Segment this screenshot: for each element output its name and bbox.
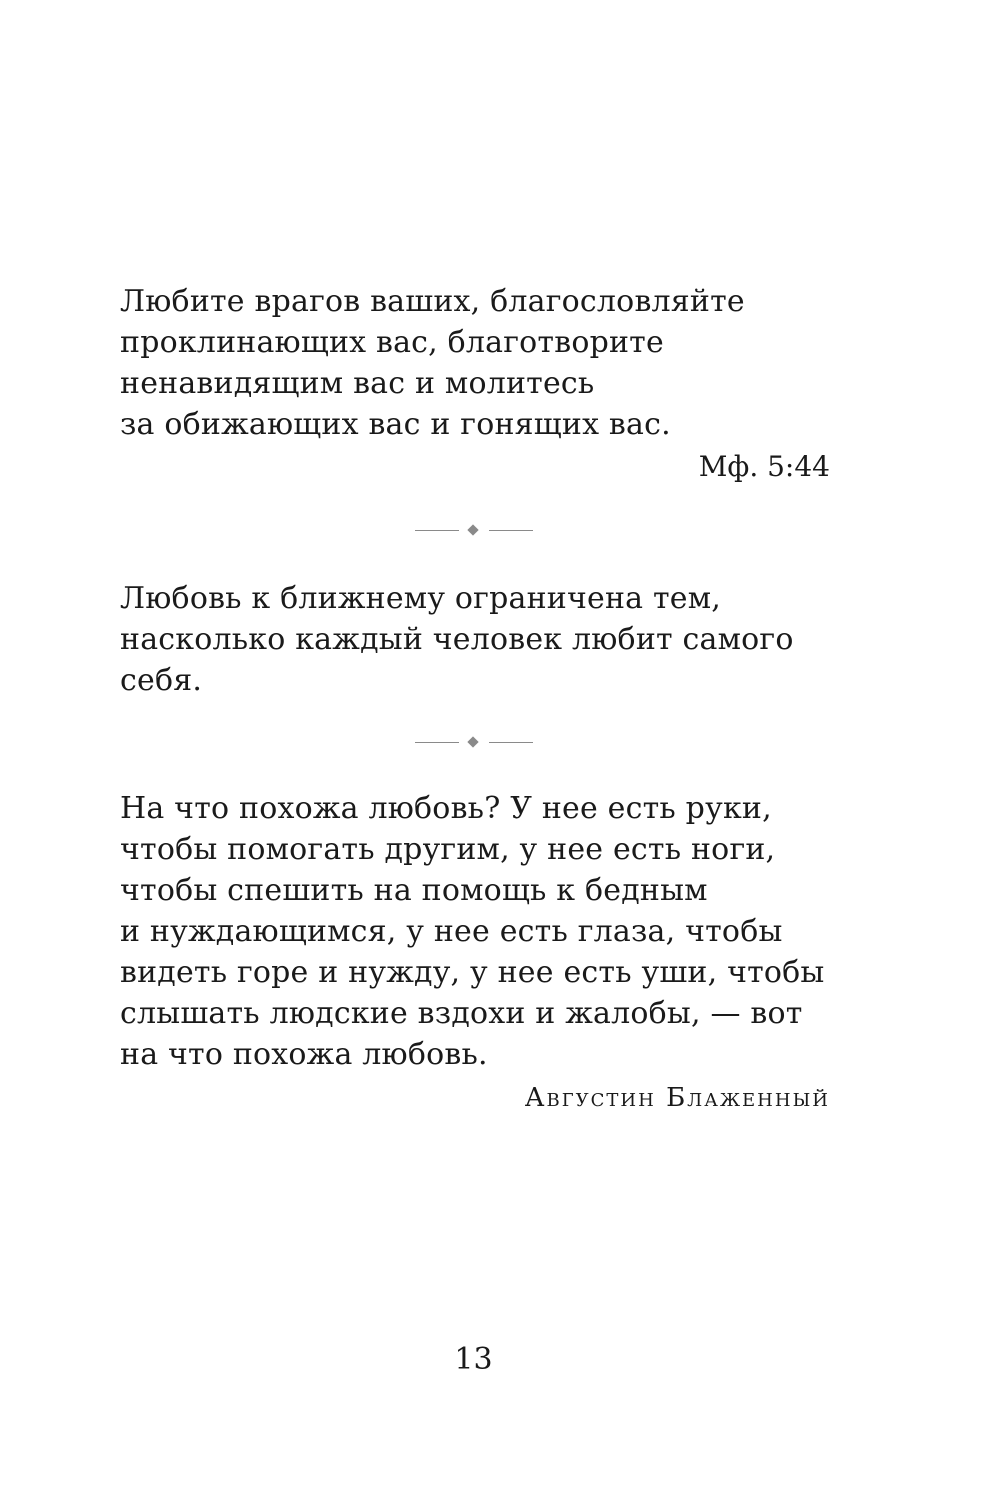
quote-line: ненавидящим вас и молитесь: [120, 366, 595, 401]
ornament-divider: [415, 524, 533, 538]
quote-line: насколько каждый человек любит самого: [120, 622, 794, 657]
quote-line: чтобы помогать другим, у нее есть ноги,: [120, 832, 776, 867]
quote-line: себя.: [120, 663, 203, 698]
quote-3: [120, 788, 830, 1075]
quote-3-attribution: Августин Блаженный: [524, 1083, 830, 1113]
quote-1: [120, 281, 830, 445]
diamond-icon: [467, 736, 478, 747]
quote-line: и нуждающимся, у нее есть глаза, чтобы: [120, 914, 783, 949]
quote-line: за обижающих вас и гонящих вас.: [120, 407, 671, 442]
quote-line: видеть горе и нужду, у нее есть уши, чтобы: [120, 955, 825, 990]
quote-line: Любите врагов ваших, благословляйте: [120, 284, 745, 319]
quote-1-attribution: Мф. 5:44: [698, 450, 830, 483]
quote-line: на что похожа любовь.: [120, 1037, 488, 1072]
quote-2: [120, 578, 830, 701]
ornament-divider: [415, 736, 533, 750]
quote-line: Любовь к ближнему ограничена тем,: [120, 581, 721, 616]
quote-line: слышать людские вздохи и жалобы, — вот: [120, 996, 803, 1031]
page-number: 13: [454, 1342, 493, 1377]
divider-rule: [415, 530, 459, 531]
divider-rule: [415, 742, 459, 743]
divider-rule: [489, 742, 533, 743]
diamond-icon: [467, 524, 478, 535]
quote-line: На что похожа любовь? У нее есть руки,: [120, 791, 772, 826]
quote-line: чтобы спешить на помощь к бедным: [120, 873, 708, 908]
divider-rule: [489, 530, 533, 531]
quote-line: проклинающих вас, благотворите: [120, 325, 664, 360]
